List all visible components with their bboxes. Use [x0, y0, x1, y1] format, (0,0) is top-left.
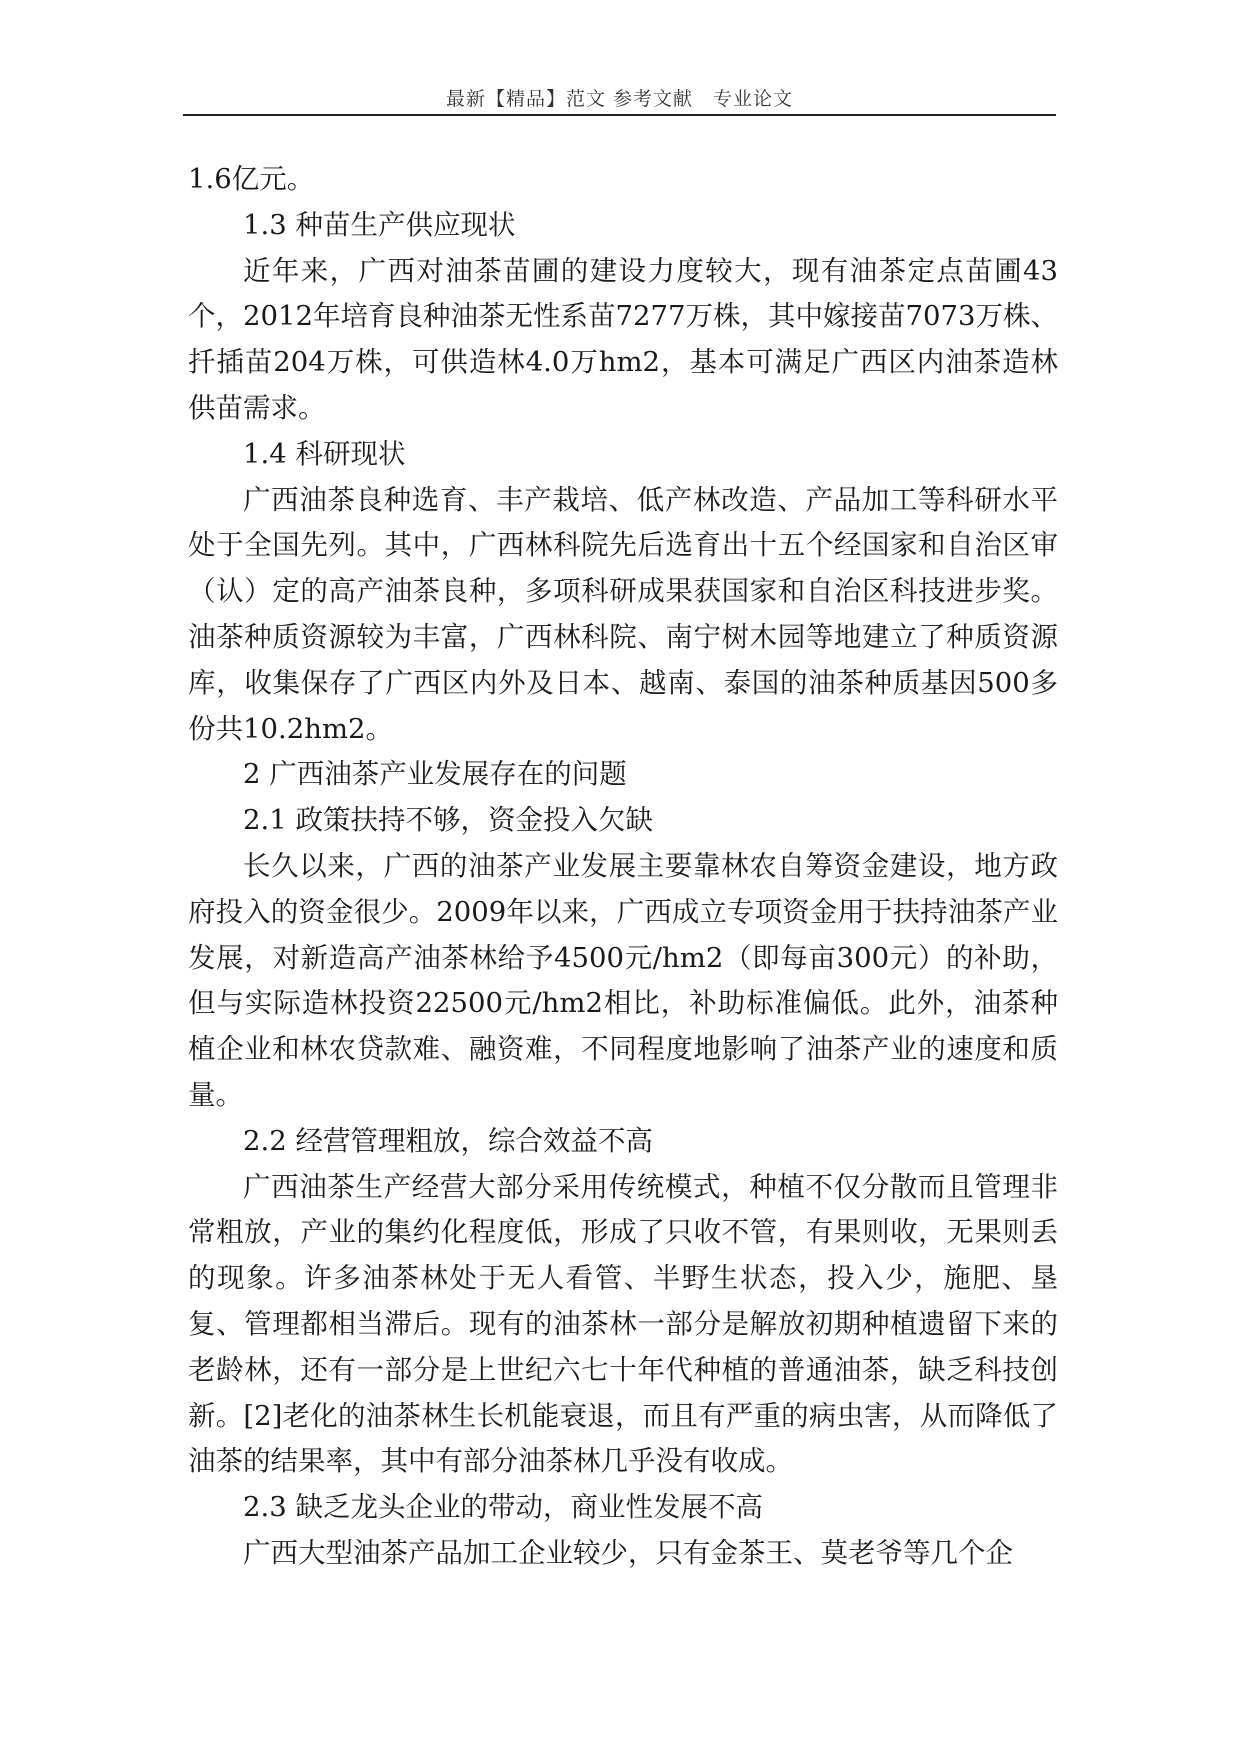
paragraph-management: 广西油茶生产经营大部分采用传统模式，种植不仅分散而且管理非常粗放，产业的集约化程度低，形成了只收不管，有果则收，无果则丢的现象。许多油茶林处于无人看管、半野生状态，投入少，施肥、垦复、管理都相当滞后。现有的油茶林一部分是解放初期种植遗留下来的老龄林，还有一部分是上世纪六七十年代种植的普通油茶，缺乏科技创新。[2]老化的油茶林生长机能衰退，而且有严重的病虫害，从而降低了油茶的结果率，其中有部分油茶林几乎没有收成。 [188, 1170, 1058, 1478]
paragraph-research-status: 广西油茶良种选育、丰产栽培、低产林改造、产品加工等科研水平处于全国先列。其中，广西林科院先后选育出十五个经国家和自治区审（认）定的高产油茶良种，多项科研成果获国家和自治区科技进步奖。油茶种质资源较为丰富，广西林科院、南宁树木园等地建立了种质资源库，收集保存了广西区内外及日本、越南、泰国的油茶种质基因500多份共10.2hm2。 [188, 483, 1058, 745]
paragraph-continuation: 1.6亿元。 [188, 163, 315, 195]
section-heading-2: 2 广西油茶产业发展存在的问题 [243, 758, 627, 791]
section-heading-1-3: 1.3 种苗生产供应现状 [243, 208, 516, 241]
section-heading-2-3: 2.3 缺乏龙头企业的带动，商业性发展不高 [243, 1491, 763, 1524]
section-heading-1-4: 1.4 科研现状 [243, 437, 406, 470]
section-heading-2-1: 2.1 政策扶持不够，资金投入欠缺 [243, 804, 653, 837]
section-heading-2-2: 2.2 经营管理粗放，综合效益不高 [243, 1124, 653, 1157]
document-body [188, 157, 1058, 1577]
paragraph-policy-funding: 长久以来，广西的油茶产业发展主要靠林农自筹资金建设，地方政府投入的资金很少。2009年以来，广西成立专项资金用于扶持油茶产业发展，对新造高产油茶林给予4500元/hm2（即每亩300元）的补助，但与实际造林投资22500元/hm2相比，补助标准偏低。此外，油茶种植企业和林农贷款难、融资难，不同程度地影响了油茶产业的速度和质量。 [188, 849, 1058, 1111]
page-header: 最新【精品】范文 参考文献 专业论文 [445, 88, 794, 110]
paragraph-seedling-supply: 近年来，广西对油茶苗圃的建设力度较大，现有油茶定点苗圃43个，2012年培育良种油茶无性系苗7277万株，其中嫁接苗7073万株、扦插苗204万株，可供造林4.0万hm2，基本可满足广西区内油茶造林供苗需求。 [188, 254, 1058, 424]
paragraph-enterprises: 广西大型油茶产品加工企业较少，只有金茶王、莫老爷等几个企 [243, 1536, 1013, 1569]
header-divider [183, 114, 1056, 116]
